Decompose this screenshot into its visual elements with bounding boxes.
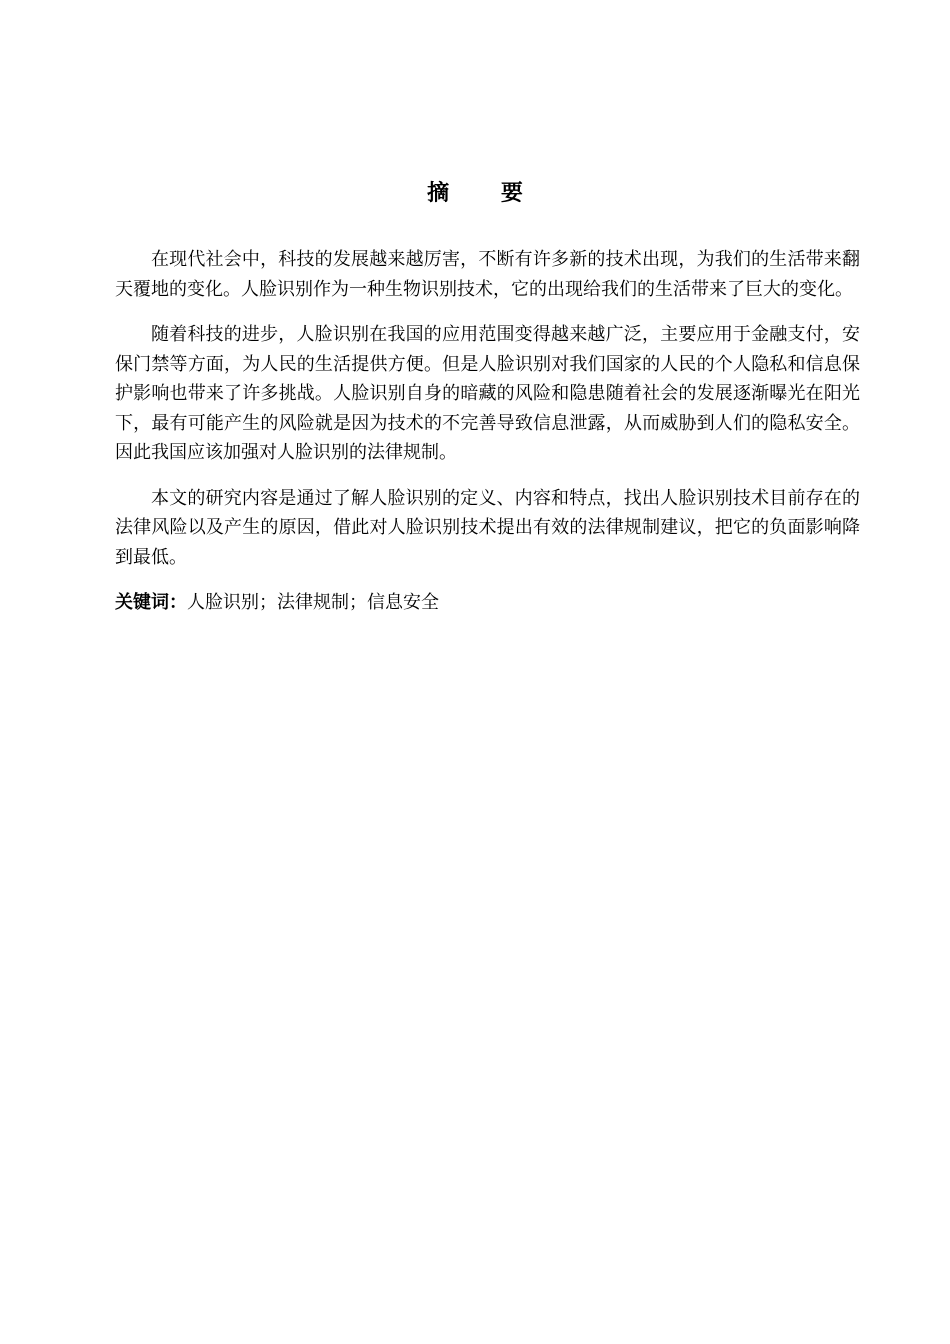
- keywords-line: [115, 588, 860, 618]
- keywords-label: 关键词：: [115, 592, 187, 613]
- abstract-title: 摘 要: [427, 181, 545, 206]
- abstract-body: [115, 245, 860, 618]
- abstract-paragraph-1: 在现代社会中，科技的发展越来越厉害，不断有许多新的技术出现，为我们的生活带来翻天覆地的变化。人脸识别作为一种生物识别技术，它的出现给我们的生活带来了巨大的变化。: [115, 249, 860, 300]
- abstract-paragraph-2: 随着科技的进步，人脸识别在我国的应用范围变得越来越广泛，主要应用于金融支付，安保门禁等方面，为人民的生活提供方便。但是人脸识别对我们国家的人民的个人隐私和信息保护影响也带来了许多挑战。人脸识别自身的暗藏的风险和隐患随着社会的发展逐渐曝光在阳光下，最有可能产生的风险就是因为技术的不完善导致信息泄露，从而威胁到人们的隐私安全。因此我国应该加强对人脸识别的法律规制。: [115, 324, 860, 463]
- abstract-paragraph-3: 本文的研究内容是通过了解人脸识别的定义、内容和特点，找出人脸识别技术目前存在的法律风险以及产生的原因，借此对人脸识别技术提出有效的法律规制建议，把它的负面影响降到最低。: [115, 487, 860, 568]
- keywords-text: 人脸识别；法律规制；信息安全: [187, 592, 439, 613]
